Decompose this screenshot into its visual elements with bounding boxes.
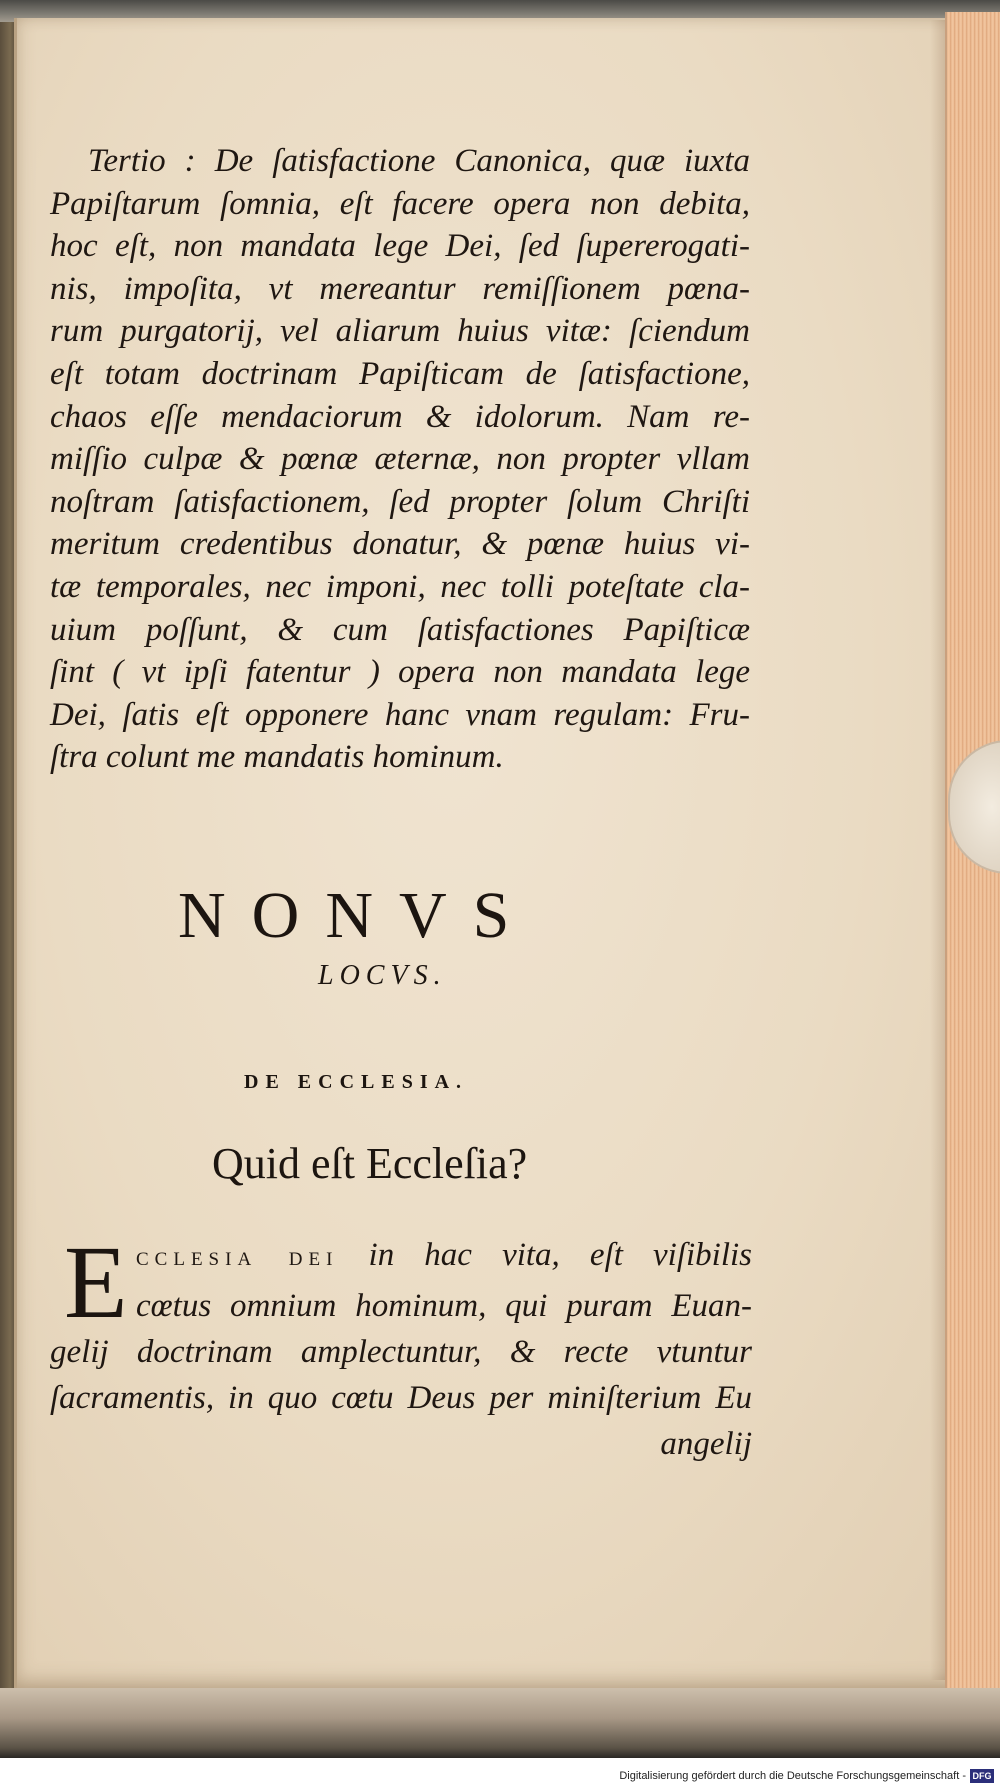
text-line: Papiſtarum ſomnia, eſt facere opera non debita, xyxy=(50,185,750,222)
text-line: chaos eſſe mendaciorum & idolorum. Nam re- xyxy=(50,398,750,435)
bottom-board xyxy=(0,1688,1000,1758)
paragraph-ecclesia xyxy=(50,1225,753,1467)
text-line: cœtus omnium hominum, qui puram Euan- xyxy=(136,1288,752,1324)
dfg-logo: DFG xyxy=(970,1769,994,1783)
heading-de-ecclesia: DE ECCLESIA. xyxy=(244,1071,469,1093)
text-line: hoc eſt, non mandata lege Dei, ſed ſupererogati- xyxy=(50,228,750,265)
text-line: ſacramentis, in quo cœtu Deus per miniſterium Eu xyxy=(50,1380,752,1416)
margin-marks xyxy=(2,495,12,715)
question-heading: Quid eſt Eccleſia? xyxy=(212,1139,528,1188)
text-line: ſtra colunt me mandatis hominum. xyxy=(50,739,504,776)
text-fragment: in hac vita, eſt viſibilis xyxy=(368,1237,753,1273)
text-line: noſtram ſatisfactionem, ſed propter ſolum Chriſti xyxy=(50,483,750,520)
text-line: rum purgatorij, vel aliarum huius vitæ: ſciendum xyxy=(50,313,750,350)
text-line: tæ temporales, nec imponi, nec tolli poteſtate cla- xyxy=(50,568,750,605)
text-line: Tertio : De ſatisfactione Canonica, quæ iuxta xyxy=(88,143,750,179)
text-line: miſſio culpæ & pœnæ æternæ, non propter vllam xyxy=(50,441,750,478)
text-line: uium poſſunt, & cum ſatisfactiones Papiſticæ xyxy=(50,611,750,648)
heading-locus: LOCVS. xyxy=(318,960,447,991)
text-line: nis, impoſita, vt mereantur remiſſionem pœna- xyxy=(50,270,750,307)
text-line: ſint ( vt ipſi fatentur ) opera non mandata lege xyxy=(50,654,750,691)
drop-cap-initial: E xyxy=(64,1225,128,1340)
small-caps-text: CCLESIA DEI xyxy=(136,1249,339,1270)
catchword: angelij xyxy=(660,1426,752,1462)
digitization-credit: Digitalisierung gefördert durch die Deutsche Forschungsgemeinschaft - xyxy=(619,1770,966,1782)
heading-nonus: NONVS xyxy=(178,879,536,952)
text-line: meritum credentibus donatur, & pœnæ huius vi- xyxy=(50,526,750,563)
text-line: Dei, ſatis eſt opponere hanc vnam regulam: Fru- xyxy=(50,696,750,733)
text-line: gelij doctrinam amplectuntur, & recte vtuntur xyxy=(50,1334,752,1370)
text-line xyxy=(50,1232,752,1283)
paragraph-satisfaction xyxy=(50,140,750,779)
text-line: eſt totam doctrinam Papiſticam de ſatisfactione, xyxy=(50,355,750,392)
